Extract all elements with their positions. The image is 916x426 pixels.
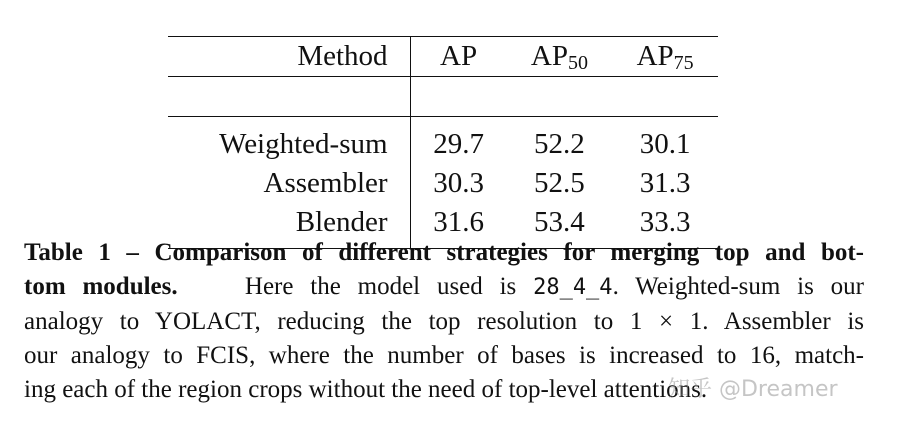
row-method: Blender — [168, 203, 410, 249]
header-ap50-base: AP — [530, 40, 568, 72]
double-rule-cell — [612, 77, 718, 117]
table-row — [168, 164, 718, 203]
header-ap: AP — [440, 40, 478, 72]
header-ap75-sub: 75 — [673, 52, 694, 74]
watermark: 知乎 @Dreamer — [668, 377, 838, 402]
row-ap75: 33.3 — [639, 206, 691, 238]
double-rule-cell — [168, 77, 410, 117]
caption-title: Table 1 – Comparison of different strategies for merging top and bot- — [24, 239, 864, 266]
row-method: Weighted-sum — [168, 117, 410, 165]
row-ap: 30.3 — [433, 167, 484, 199]
table-double-rule — [168, 77, 718, 117]
caption-title-cont: tom modules. — [24, 273, 178, 300]
caption-text: . Weighted-sum is our — [612, 273, 864, 300]
caption-line-5: ing each of the region crops without the need of top-level attentions. — [24, 376, 708, 403]
header-method: Method — [168, 37, 410, 77]
double-rule-cell — [410, 77, 507, 117]
double-rule-cell — [507, 77, 613, 117]
header-ap75 — [612, 37, 718, 77]
caption-text: Here the model used is — [244, 273, 534, 300]
caption-line-4: our analogy to FCIS, where the number of bases is increased to 16, match- — [24, 342, 864, 369]
row-ap50: 53.4 — [534, 206, 585, 238]
caption-line-2 — [24, 270, 864, 305]
table-row — [168, 117, 718, 165]
header-ap75-base: AP — [636, 40, 674, 72]
row-ap50: 52.5 — [534, 167, 585, 199]
model-code: 28_4_4 — [533, 275, 613, 300]
row-method: Assembler — [168, 164, 410, 203]
results-table-container — [168, 36, 718, 249]
results-table — [168, 36, 718, 249]
row-ap50: 52.2 — [534, 128, 585, 160]
table-header-row — [168, 37, 718, 77]
row-ap: 29.7 — [433, 128, 484, 160]
header-ap50-sub: 50 — [567, 52, 588, 74]
header-ap50 — [507, 37, 613, 77]
row-ap75: 31.3 — [639, 167, 691, 199]
row-ap75: 30.1 — [639, 128, 691, 160]
row-ap: 31.6 — [433, 206, 484, 238]
caption-line-3: analogy to YOLACT, reducing the top resolution to 1 × 1. Assembler is — [24, 308, 864, 335]
